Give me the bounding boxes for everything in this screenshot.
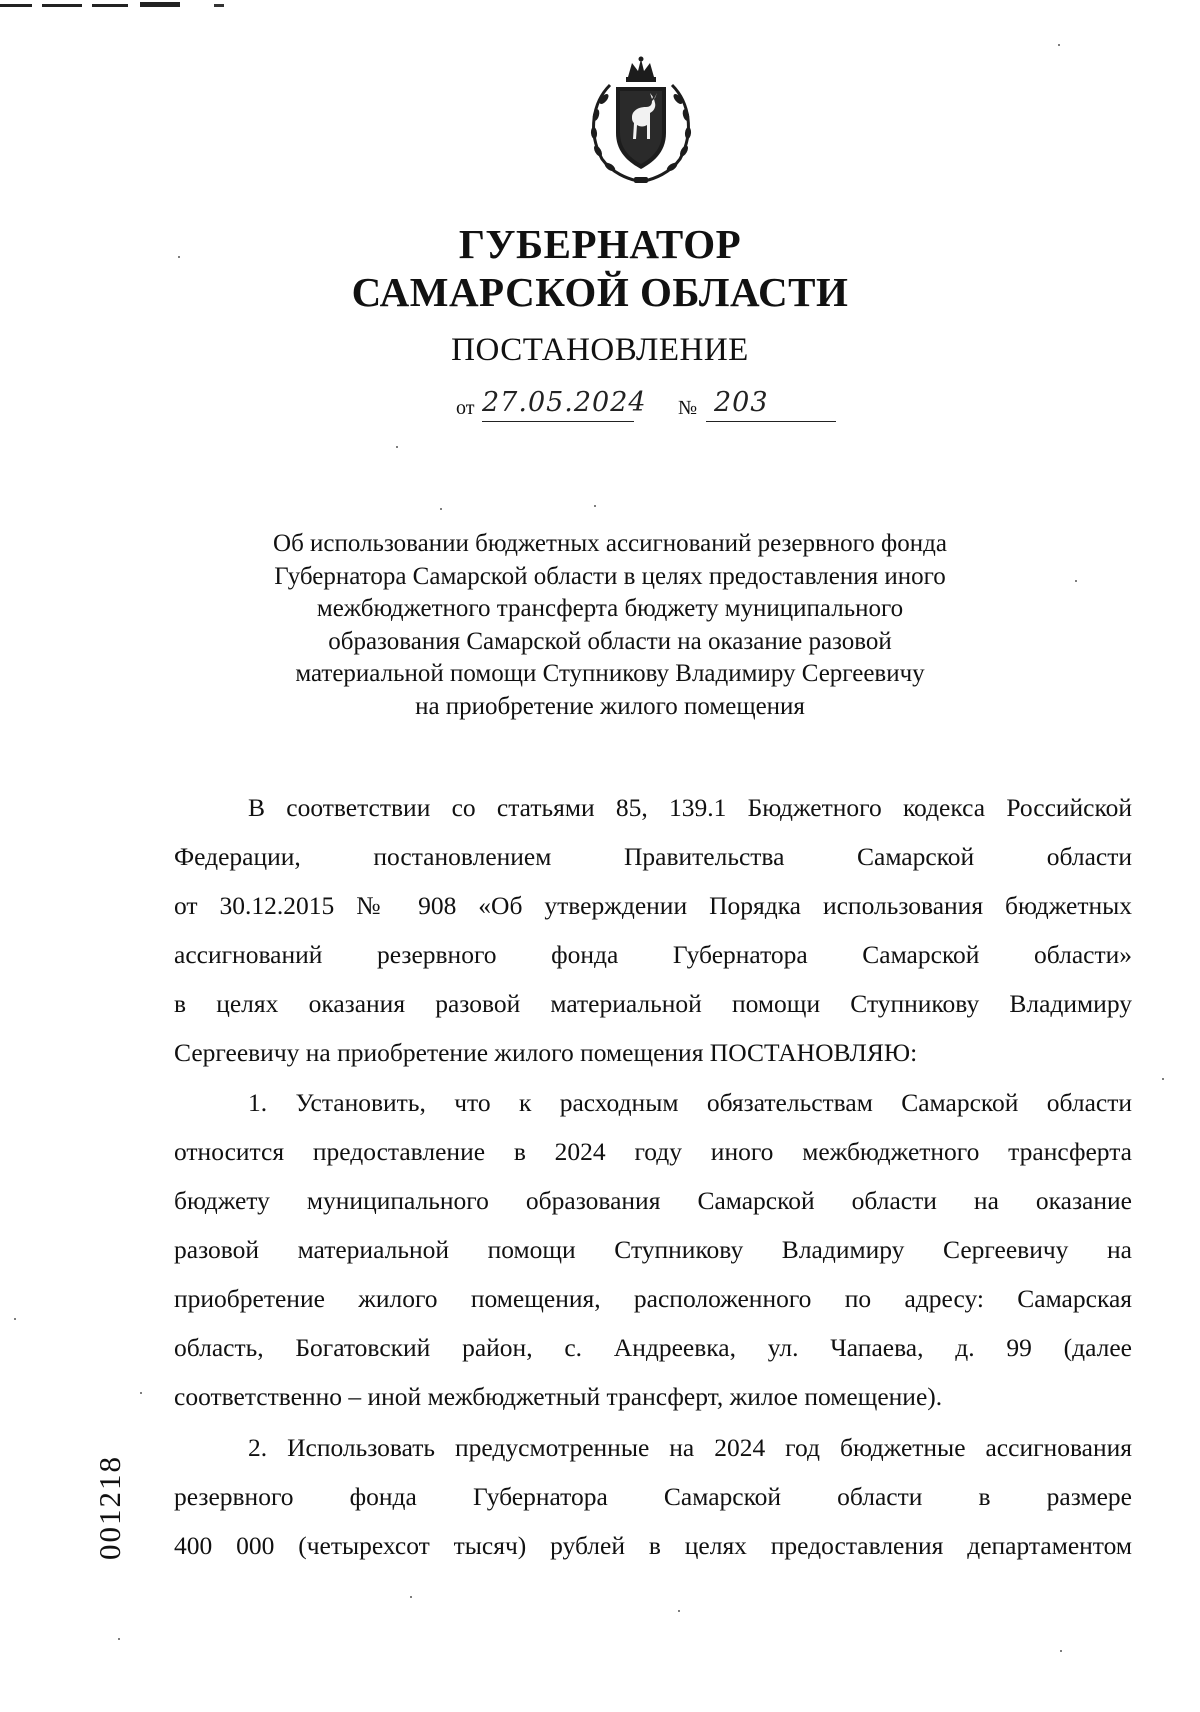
scan-speck bbox=[410, 1596, 412, 1598]
date-prefix: от bbox=[456, 397, 475, 419]
scan-speck bbox=[118, 1638, 120, 1640]
body-line: разовой материальной помощи Ступникову Владимиру Сергеевичу на bbox=[174, 1235, 1132, 1264]
scan-speck bbox=[14, 1318, 16, 1320]
authority-title-line2: САМАРСКОЙ ОБЛАСТИ bbox=[351, 269, 849, 315]
subject-line: материальной помощи Ступникову Владимиру Сергеевичу bbox=[295, 660, 925, 687]
date-underline bbox=[482, 421, 634, 422]
body-line: приобретение жилого помещения, расположенного по адресу: Самарская bbox=[174, 1284, 1132, 1313]
body-line: соответственно – иной межбюджетный трансферт, жилое помещение). bbox=[174, 1382, 943, 1411]
handwritten-date: 27.05.2024 bbox=[482, 387, 647, 418]
scan-speck bbox=[396, 446, 398, 448]
scan-speck bbox=[1058, 44, 1060, 46]
subject-line: Об использовании бюджетных ассигнований резервного фонда bbox=[273, 530, 947, 557]
margin-registration-number: 001218 bbox=[92, 1455, 127, 1560]
subject-line: Губернатора Самарской области в целях предоставления иного bbox=[274, 562, 946, 590]
scan-speck bbox=[1075, 580, 1077, 582]
scan-speck bbox=[1162, 1078, 1164, 1080]
subject-line: на приобретение жилого помещения bbox=[415, 692, 805, 720]
authority-title-line1: ГУБЕРНАТОР bbox=[458, 221, 742, 267]
scan-speck bbox=[594, 505, 596, 507]
scan-speck bbox=[678, 1610, 680, 1612]
body-line: резервного фонда Губернатора Самарской области в размере bbox=[174, 1482, 1132, 1511]
scan-speck bbox=[140, 1392, 142, 1394]
handwritten-number: 203 bbox=[714, 387, 769, 418]
body-line: 2. Использовать предусмотренные на 2024 год бюджетные ассигнования bbox=[248, 1433, 1132, 1462]
document-subject bbox=[200, 528, 1020, 723]
body-line: 1. Установить, что к расходным обязательствам Самарской области bbox=[248, 1088, 1132, 1117]
scan-speck bbox=[1060, 1650, 1062, 1652]
body-line: 400 000 (четырехсот тысяч) рублей в целях предоставления департаментом bbox=[174, 1531, 1132, 1560]
scan-artifact bbox=[0, 2, 230, 8]
subject-line: образования Самарской области на оказание разовой bbox=[328, 627, 892, 655]
subject-line: межбюджетного трансферта бюджету муниципального bbox=[316, 595, 904, 622]
body-line: Федерации, постановлением Правительства Самарской области bbox=[174, 842, 1132, 871]
body-line: относится предоставление в 2024 году иного межбюджетного трансферта bbox=[174, 1137, 1132, 1166]
number-underline bbox=[706, 421, 836, 422]
body-line: бюджету муниципального образования Самарской области на оказание bbox=[174, 1186, 1132, 1215]
document-type-heading: ПОСТАНОВЛЕНИЕ bbox=[451, 332, 749, 368]
body-line: В соответствии со статьями 85, 139.1 Бюджетного кодекса Российской bbox=[248, 793, 1132, 822]
coat-of-arms-emblem bbox=[580, 55, 702, 187]
body-line: ассигнований резервного фонда Губернатора Самарской области» bbox=[174, 940, 1132, 969]
scan-speck bbox=[440, 508, 442, 510]
body-line: от 30.12.2015 № 908 «Об утверждении Порядка использования бюджетных bbox=[174, 891, 1132, 920]
scan-speck bbox=[178, 256, 180, 258]
body-line: в целях оказания разовой материальной помощи Ступникову Владимиру bbox=[174, 989, 1132, 1018]
body-line: Сергеевичу на приобретение жилого помещения ПОСТАНОВЛЯЮ: bbox=[174, 1038, 918, 1067]
body-line: область, Богатовский район, с. Андреевка, ул. Чапаева, д. 99 (далее bbox=[174, 1333, 1132, 1362]
number-prefix: № bbox=[678, 397, 698, 419]
